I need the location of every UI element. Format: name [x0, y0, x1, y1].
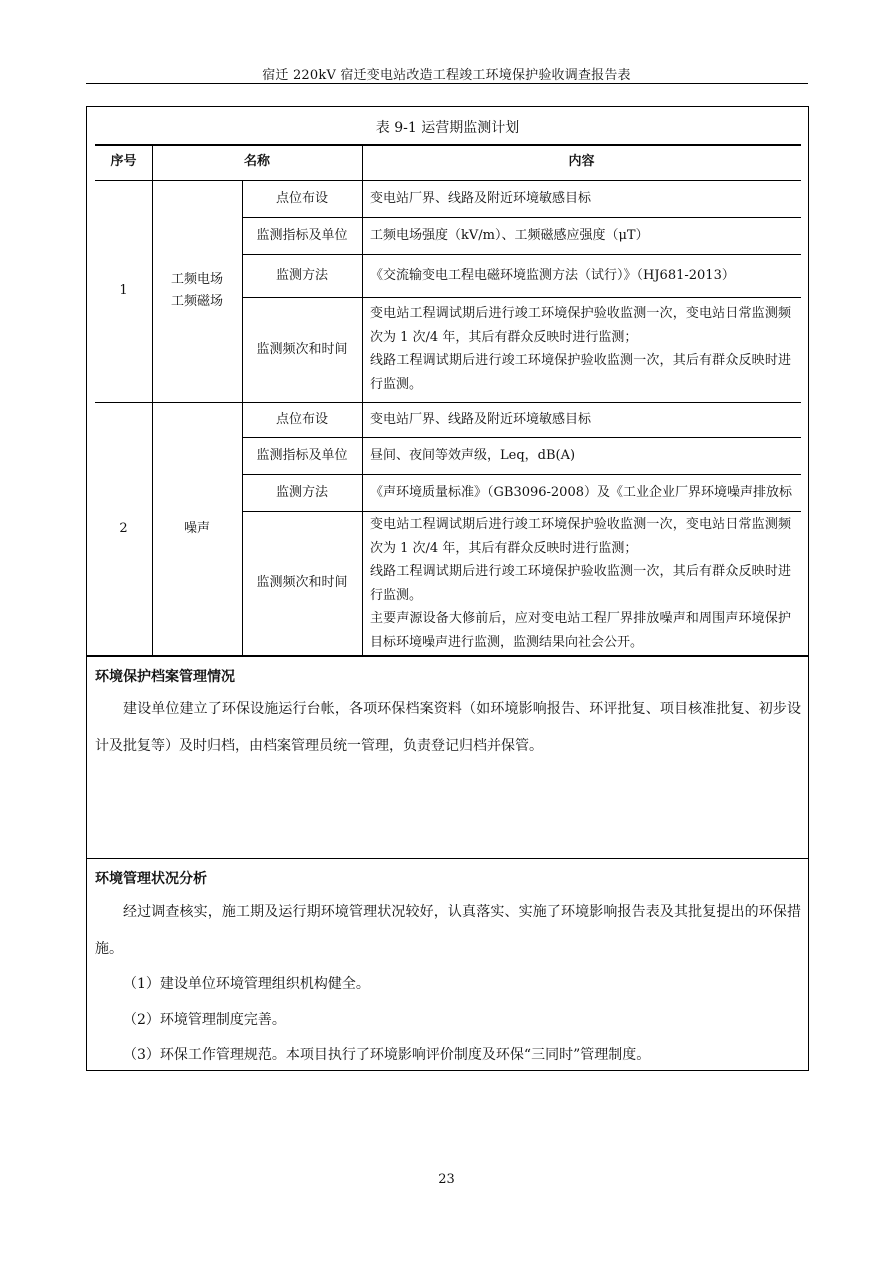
page-number: 23 [438, 1172, 455, 1187]
row-content: 《交流输变电工程电磁环境监测方法（试行）》（HJ681-2013） [370, 267, 735, 283]
table-bottom-rule [87, 655, 808, 657]
row-label: 监测指标及单位 [256, 227, 348, 243]
management-list-item: （2）环境管理制度完善。 [123, 1012, 286, 1028]
header-rule [86, 83, 808, 84]
row-label: 点位布设 [275, 190, 328, 206]
content-paragraph: 变电站工程调试期后进行竣工环境保护验收监测一次，变电站日常监测频次为 1 次/4 年，其后有群众反映时进行监测； [370, 517, 791, 556]
row-content: 变电站厂界、线路及附近环境敏感目标 [370, 411, 592, 427]
group-name-line: 工频磁场 [170, 294, 223, 309]
group-index: 2 [119, 520, 128, 536]
content-paragraph: 线路工程调试期后进行竣工环境保护验收监测一次，其后有群众反映时进行监测。 [370, 564, 791, 603]
row-content: 工频电场强度（kV/m）、工频磁感应强度（μT） [370, 227, 649, 243]
table-caption: 表 9-1 运营期监测计划 [375, 120, 520, 136]
section-divider [87, 858, 808, 859]
group-name [152, 180, 242, 402]
row-content-block [362, 302, 801, 398]
management-paragraph: 经过调查核实，施工期及运行期环境管理状况较好，认真落实、实施了环境影响报告表及其批复提出的环保措施。 [95, 904, 801, 957]
column-header-content: 内容 [568, 154, 595, 169]
row-label: 监测方法 [275, 267, 328, 283]
row-content: 昼间、夜间等效声级，Leq，dB(A) [370, 447, 576, 463]
group-index: 1 [119, 283, 128, 298]
content-paragraph: 主要声源设备大修前后，应对变电站工程厂界排放噪声和周围声环境保护目标环境噪声进行监测，监测结果向社会公开。 [370, 611, 791, 650]
row-content-block [362, 513, 801, 655]
row-label: 监测指标及单位 [256, 447, 348, 463]
row-content: 变电站厂界、线路及附近环境敏感目标 [370, 190, 592, 206]
row-label: 点位布设 [275, 411, 328, 427]
row-label: 监测方法 [275, 484, 328, 500]
page-frame [86, 106, 809, 1071]
archive-section-title: 环境保护档案管理情况 [95, 669, 235, 685]
group-name-line: 工频电场 [170, 272, 223, 287]
group-name: 噪声 [183, 520, 210, 536]
archive-paragraph: 建设单位建立了环保设施运行台帐，各项环保档案资料（如环境影响报告、环评批复、项目核准批复、初步设计及批复等）及时归档，由档案管理员统一管理，负责登记归档并保管。 [95, 701, 801, 754]
row-label: 监测频次和时间 [256, 341, 348, 357]
column-header-name: 名称 [243, 154, 270, 169]
document-header-title: 宿迁 220kV 宿迁变电站改造工程竣工环境保护验收调查报告表 [262, 68, 631, 83]
management-section-title: 环境管理状况分析 [95, 871, 207, 887]
management-list-item: （1）建设单位环境管理组织机构健全。 [123, 976, 370, 992]
content-paragraph: 变电站工程调试期后进行竣工环境保护验收监测一次，变电站日常监测频次为 1 次/4 年，其后有群众反映时进行监测； [370, 306, 791, 345]
content-paragraph: 线路工程调试期后进行竣工环境保护验收监测一次，其后有群众反映时进行监测。 [370, 353, 791, 392]
row-content: 《声环境质量标准》（GB3096-2008）及《工业企业厂界环境噪声排放标 [370, 484, 792, 500]
column-header-index: 序号 [110, 154, 137, 169]
row-label: 监测频次和时间 [256, 575, 348, 590]
management-list-item: （3）环保工作管理规范。本项目执行了环境影响评价制度及环保“三同时”管理制度。 [123, 1047, 651, 1063]
